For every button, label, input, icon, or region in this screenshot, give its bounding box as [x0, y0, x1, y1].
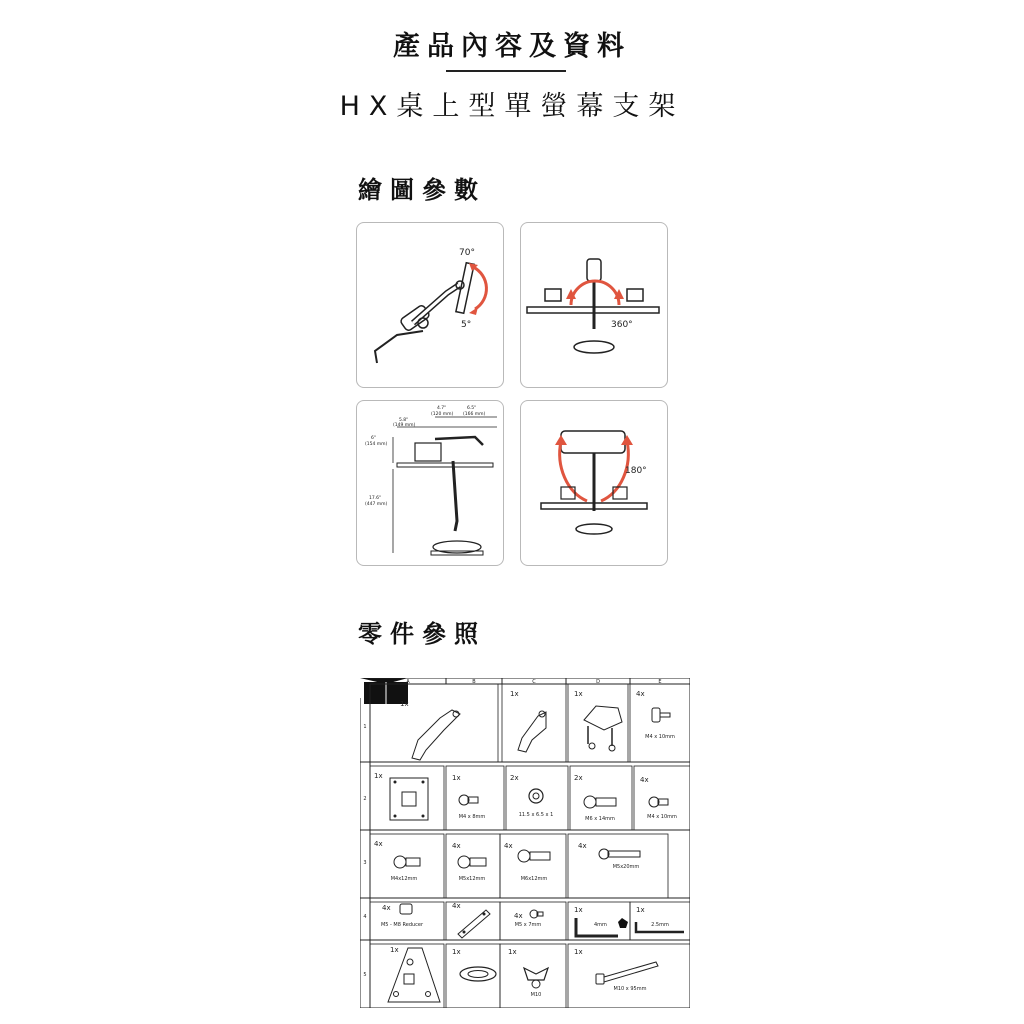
screw-m4x12-part: [394, 856, 420, 868]
r4-e-name: 2.5mm: [651, 922, 669, 928]
screw-m4x8-part: [459, 795, 478, 805]
swivel-diagram: [521, 401, 667, 565]
r3-d-name: M5x20mm: [612, 864, 640, 870]
dim-2-mm: (166 mm): [463, 412, 486, 417]
screw-m4x10-small-part: [649, 797, 668, 807]
col-c: C: [532, 679, 536, 685]
screw-m6x12-part: [518, 850, 550, 862]
parts-table: [360, 678, 690, 1008]
r2-a-qty: 1x: [374, 772, 383, 780]
r1-a-qty: 1x: [400, 700, 409, 708]
r2-b-qty: 1x: [452, 774, 461, 782]
r3-d-qty: 4x: [578, 842, 587, 850]
bolt-m10-part: [596, 962, 658, 984]
dim-1-mm: (120 mm): [431, 412, 454, 417]
arm-upper-part: [412, 710, 460, 760]
screw-m5x20-part: [599, 849, 640, 859]
r5-c-name: M10: [530, 992, 542, 998]
r1-e-qty: 4x: [636, 690, 645, 698]
r1-e-name: M4 x 10mm: [645, 734, 675, 740]
dim-1: 4.7": [437, 406, 447, 411]
col-b: B: [472, 679, 476, 685]
r3-c-qty: 4x: [504, 842, 513, 850]
swivel-angle: 180°: [625, 466, 647, 476]
rotate-diagram: [521, 223, 667, 387]
r5-c-qty: 1x: [508, 948, 517, 956]
screw-m5x7-part: [530, 910, 543, 918]
product-subtitle: HX桌上型單螢幕支架: [339, 91, 685, 122]
r4-d-qty: 1x: [574, 906, 583, 914]
row-3-label: 3: [363, 860, 367, 866]
rotate-panel: [520, 222, 668, 388]
tilt-panel: [356, 222, 504, 388]
row-5-label: 5: [363, 972, 367, 978]
r5-d-name: M10 x 95mm: [613, 986, 647, 992]
screw-m4x10-part: [652, 708, 670, 722]
bracket-part: [458, 910, 490, 938]
dim-4: 6": [371, 436, 376, 441]
screw-m5x12-part: [458, 856, 486, 868]
r3-a-name: M4x12mm: [390, 876, 418, 882]
r2-c-qty: 2x: [510, 774, 519, 782]
pad-part: [460, 967, 496, 981]
r4-a-qty: 4x: [382, 904, 391, 912]
r2-c-name: 11.5 x 6.5 x 1: [518, 812, 554, 818]
arm-lower-part: [518, 711, 546, 752]
r5-d-qty: 1x: [574, 948, 583, 956]
vesa-plate-part: [390, 778, 428, 820]
r4-e-qty: 1x: [636, 906, 645, 914]
r3-b-name: M5x12mm: [458, 876, 486, 882]
title-divider: [446, 70, 566, 72]
dimensions-diagram: [357, 401, 503, 565]
clamp-plate-part: [388, 948, 440, 1002]
dim-3-mm: (149 mm): [393, 423, 416, 428]
col-e: E: [658, 679, 662, 685]
reducer-part: [400, 904, 412, 914]
page-title: 產品內容及資料: [393, 31, 631, 62]
dim-2: 6.5": [467, 406, 477, 411]
dim-5-mm: (447 mm): [365, 502, 388, 507]
r1-d-qty: 1x: [574, 690, 583, 698]
r3-a-qty: 4x: [374, 840, 383, 848]
dim-4-mm: (154 mm): [365, 442, 388, 447]
parts-grid: [360, 678, 690, 1008]
section-parts-heading: 零件參照: [358, 620, 486, 648]
screw-m6x14-part: [584, 796, 616, 808]
dim-3: 5.8": [399, 418, 409, 423]
r5-b-qty: 1x: [452, 948, 461, 956]
r4-c-name: M5 x 7mm: [514, 922, 542, 928]
tilt-diagram: [357, 223, 503, 387]
r4-c-qty: 4x: [514, 912, 523, 920]
wing-nut-part: [524, 968, 548, 988]
r2-d-name: M6 x 14mm: [585, 816, 615, 822]
r1-c-qty: 1x: [510, 690, 519, 698]
row-4-label: 4: [363, 914, 367, 920]
tilt-top-angle: 70°: [459, 248, 475, 258]
col-a: A: [406, 679, 410, 685]
r2-b-name: M4 x 8mm: [458, 814, 486, 820]
dimensions-panel: [356, 400, 504, 566]
swivel-panel: [520, 400, 668, 566]
r2-e-name: M4 x 10mm: [647, 814, 677, 820]
r4-b-qty: 4x: [452, 902, 461, 910]
r3-b-qty: 4x: [452, 842, 461, 850]
r4-d-tag: 4mm: [594, 922, 607, 928]
r5-a-qty: 1x: [390, 946, 399, 954]
section-drawing-heading: 繪圖參數: [358, 176, 486, 204]
row-1-label: 1: [363, 724, 367, 730]
r2-e-qty: 4x: [640, 776, 649, 784]
rotate-angle: 360°: [611, 320, 633, 330]
washer-part: [529, 789, 543, 803]
tilt-bottom-angle: 5°: [461, 320, 472, 330]
desk-clamp-part: [584, 706, 622, 751]
dim-5: 17.6": [369, 496, 382, 501]
r3-c-name: M6x12mm: [520, 876, 548, 882]
row-2-label: 2: [363, 796, 367, 802]
col-d: D: [596, 679, 600, 685]
r4-a-name: M5 - M8 Reducer: [380, 922, 424, 928]
r2-d-qty: 2x: [574, 774, 583, 782]
